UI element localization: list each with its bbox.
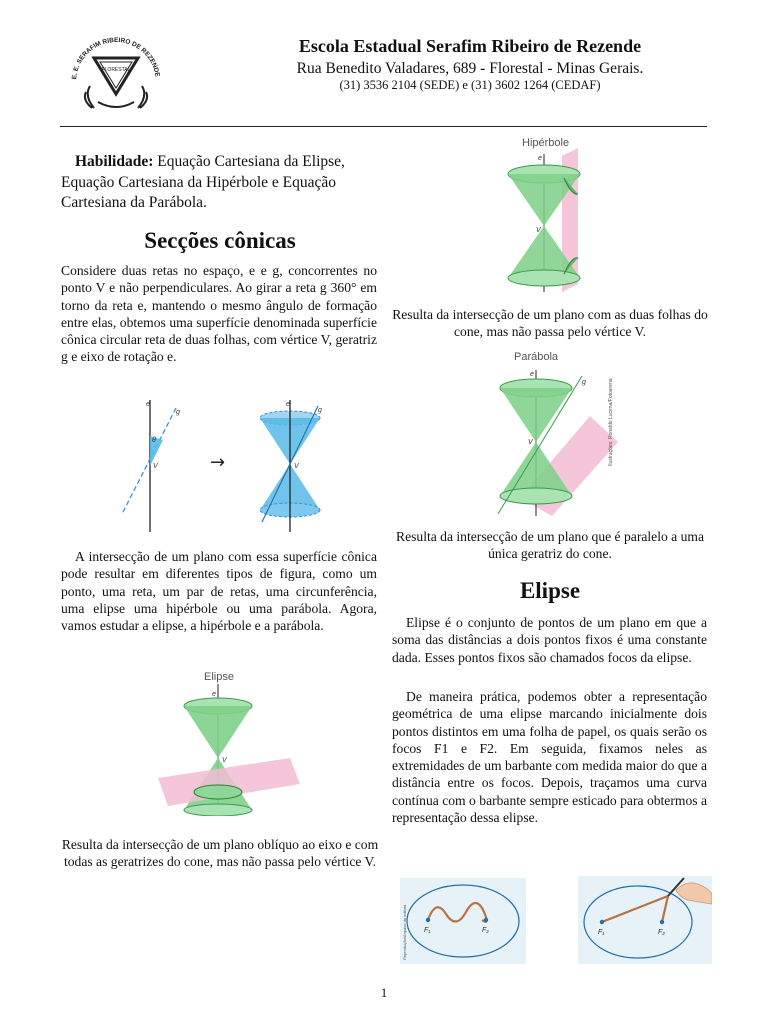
photo1-label-f1: F₁ [424, 927, 431, 934]
parabola-label-v: V [528, 439, 533, 446]
school-phones: (31) 3536 2104 (SEDE) e (31) 3602 1264 (CEDAF) [339, 78, 601, 92]
ellipse-string-photo-2 [578, 876, 712, 964]
parabola-label-e: e [530, 371, 534, 378]
hiperbole-caption: Resulta da intersecção de um plano com as duas folhas do cone, mas não passa pelo vértice V. [392, 307, 708, 340]
photo2-label-f2: F₂ [658, 929, 665, 936]
photo-credit: Reprodução/Arquivo da editora [402, 904, 407, 960]
paragraph-retas: Considere duas retas no espaço, e e g, concorrentes no ponto V e não perpendiculares. Ao girar a reta g 360° em torno da reta e, mantendo o mesmo ângulo de formação entre elas, obtemos uma superfície denominada superfície cônica circular reta de duas folhas, com vértice V, geratriz g e eixo de rotação e. [61, 263, 377, 365]
parabola-label-g: g [582, 379, 586, 386]
school-name: Escola Estadual Serafim Ribeiro de Rezende [298, 36, 642, 56]
habilidade-label: Habilidade: [75, 153, 154, 170]
hiperbole-figure [500, 134, 630, 294]
elipse-caption: Resulta da intersecção de um plano oblíquo ao eixo e com todas as geratrizes do cone, mas não passa pelo vértice V. [61, 837, 379, 870]
elipse-label-v: V [222, 757, 227, 764]
page-number: 1 [380, 985, 388, 1000]
parabola-credit: Ilustrações: Ronaldo Lucena/Fotoarena [608, 378, 614, 466]
paragraph-elipse-pratica: De maneira prática, podemos obter a representação geométrica de uma elipse marcando inicialmente dois pontos distintos em uma folha de papel, os quais serão os focos F1 e F2. Em seguida, fixamos neles as extremidades de um barbante com medida maior do que a distância entre os focos. Depois, traçamos uma curva contínua com o barbante sempre esticado para obtermos a representação dessa elipse. [392, 689, 707, 826]
paragraph-elipse-def: Elipse é o conjunto de pontos de um plano em que a soma das distâncias a dois pontos fixos é uma constante dada. Esses pontos fixos são chamados focos da elipse. [392, 615, 707, 665]
section-title-elipse: Elipse [519, 578, 581, 603]
parabola-figure [490, 348, 640, 518]
label-e-left: e [146, 401, 150, 408]
elipse-figure [150, 666, 300, 816]
logo-inner-text: FLORESTAL [101, 67, 131, 73]
hiperbole-label-v: V [536, 227, 541, 234]
header-divider [60, 126, 707, 127]
label-theta: θ [152, 437, 156, 444]
logo-text: E. E. SERAFIM RIBEIRO DE REZENDE [71, 36, 161, 80]
parabola-figure-label: Parábola [514, 351, 559, 363]
elipse-figure-label: Elipse [204, 671, 234, 683]
label-g-right: g [318, 407, 322, 414]
label-v-right: V [294, 463, 299, 470]
photo1-label-f2: F₂ [482, 927, 489, 934]
cone-construction-figure [110, 396, 340, 536]
school-address: Rua Benedito Valadares, 689 - Florestal - Minas Gerais. [296, 60, 644, 77]
section-title-seccoes: Secções cônicas [144, 228, 296, 253]
habilidade-text: Equação Cartesiana da Elipse, Equação Cartesiana da Hipérbole e Equação Cartesiana da Parábola. [61, 153, 345, 211]
arrow-icon: → [210, 452, 226, 473]
hiperbole-label-e: e [538, 155, 542, 162]
ellipse-string-photo-1 [400, 878, 526, 964]
label-e-right: e [286, 401, 290, 408]
elipse-label-e: e [212, 691, 216, 698]
school-logo [62, 36, 170, 118]
label-v-left: V [153, 463, 158, 470]
paragraph-interseccao: A intersecção de um plano com essa superfície cônica pode resultar em diferentes tipos de figura, como um ponto, uma reta, um par de retas, uma circunferência, uma elipse uma hipérbole ou uma parábola. Agora, vamos estudar a elipse, a hipérbole e a parábola. [61, 549, 377, 634]
parabola-caption: Resulta da intersecção de um plano que é paralelo a uma única geratriz do cone. [396, 529, 704, 562]
habilidade-block [61, 152, 379, 214]
label-g-left: g [176, 409, 180, 416]
photo2-label-f1: F₁ [598, 929, 605, 936]
hiperbole-figure-label: Hipérbole [522, 137, 570, 149]
